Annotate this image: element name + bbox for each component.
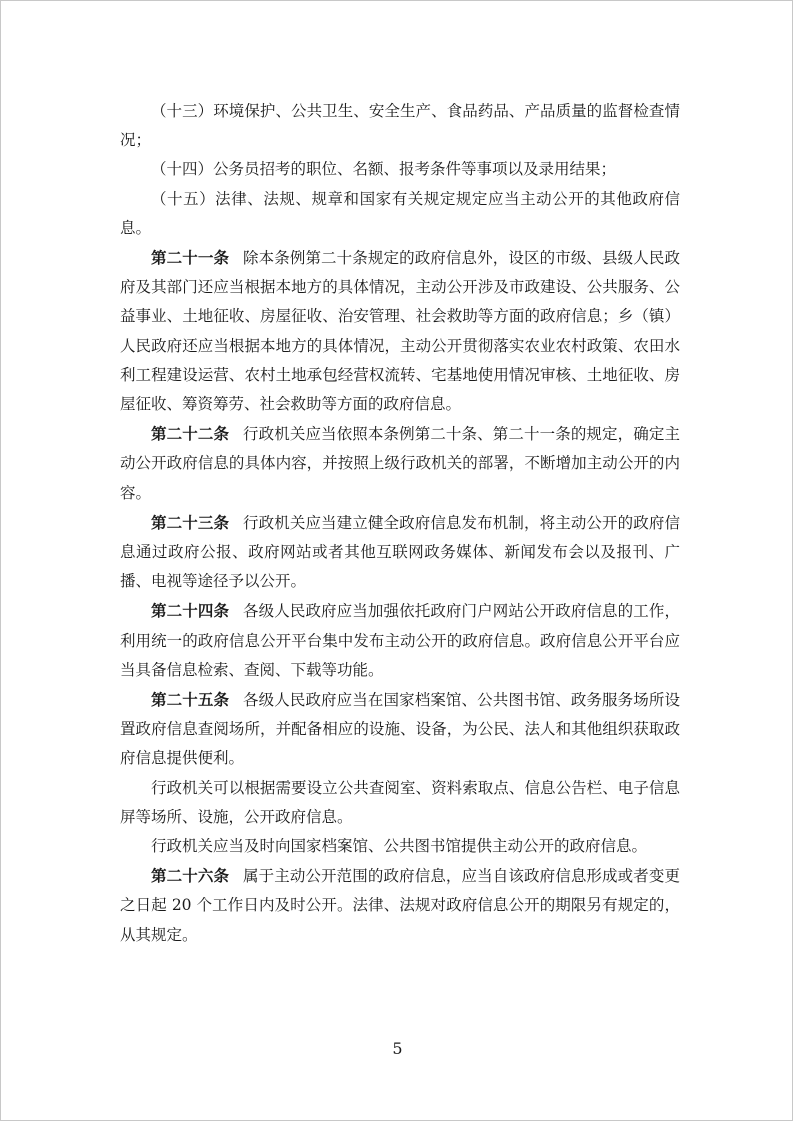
- paragraph-text: （十三）环境保护、公共卫生、安全生产、食品药品、产品质量的监督检查情况；: [120, 102, 680, 150]
- paragraph-text: （十四）公务员招考的职位、名额、报考条件等事项以及录用结果；: [151, 160, 617, 179]
- page-body: [120, 97, 680, 950]
- article-21: [120, 243, 680, 419]
- paragraph-text: 除本条例第二十条规定的政府信息外，设区的市级、县级人民政府及其部门还应当根据本地方的具体情况，主动公开涉及市政建设、公共服务、公益事业、土地征收、房屋征收、治安管理、社会救助等方面的政府信息；乡（镇）人民政府还应当根据本地方的具体情况，主动公开贯彻落实农业农村政策、农田水利工程建设运营、农村土地承包经营权流转、宅基地使用情况审核、土地征收、房屋征收、筹资筹劳、社会救助等方面的政府信息。: [120, 249, 680, 414]
- paragraph-text: 各级人民政府应当在国家档案馆、公共图书馆、政务服务场所设置政府信息查阅场所，并配备相应的设施、设备，为公民、法人和其他组织获取政府信息提供便利。: [120, 691, 680, 768]
- article-number: 第二十二条: [151, 424, 230, 444]
- article-number: 第二十四条: [151, 601, 230, 621]
- article-25: [120, 685, 680, 774]
- paragraph-text: 各级人民政府应当加强依托政府门户网站公开政府信息的工作，利用统一的政府信息公开平台集中发布主动公开的政府信息。政府信息公开平台应当具备信息检索、查阅、下载等功能。: [120, 602, 680, 679]
- paragraph-text: 行政机关应当依照本条例第二十条、第二十一条的规定，确定主动公开政府信息的具体内容，并按照上级行政机关的部署，不断增加主动公开的内容。: [120, 425, 680, 502]
- article-22: [120, 419, 680, 508]
- article-number: 第二十一条: [151, 248, 230, 268]
- list-item-13: [120, 97, 680, 155]
- article-25-paragraph-3: [120, 832, 680, 861]
- article-25-paragraph-2: [120, 774, 680, 832]
- article-26: [120, 861, 680, 950]
- page-number: 5: [392, 1039, 403, 1058]
- paragraph-text: （十五）法律、法规、规章和国家有关规定规定应当主动公开的其他政府信息。: [120, 189, 680, 237]
- article-number: 第二十三条: [151, 512, 230, 532]
- list-item-14: [120, 155, 680, 184]
- paragraph-text: 行政机关应当及时向国家档案馆、公共图书馆提供主动公开的政府信息。: [151, 837, 648, 856]
- article-23: [120, 508, 680, 597]
- article-24: [120, 596, 680, 685]
- paragraph-text: 行政机关可以根据需要设立公共查阅室、资料索取点、信息公告栏、电子信息屏等场所、设施，公开政府信息。: [120, 778, 680, 826]
- article-number: 第二十五条: [151, 690, 230, 710]
- article-number: 第二十六条: [151, 866, 230, 886]
- paragraph-text: 行政机关应当建立健全政府信息发布机制，将主动公开的政府信息通过政府公报、政府网站或者其他互联网政务媒体、新闻发布会以及报刊、广播、电视等途径予以公开。: [120, 513, 680, 591]
- paragraph-text: 属于主动公开范围的政府信息，应当自该政府信息形成或者变更之日起 20 个工作日内及时公开。法律、法规对政府信息公开的期限另有规定的，从其规定。: [120, 867, 680, 944]
- list-item-15: [120, 185, 680, 243]
